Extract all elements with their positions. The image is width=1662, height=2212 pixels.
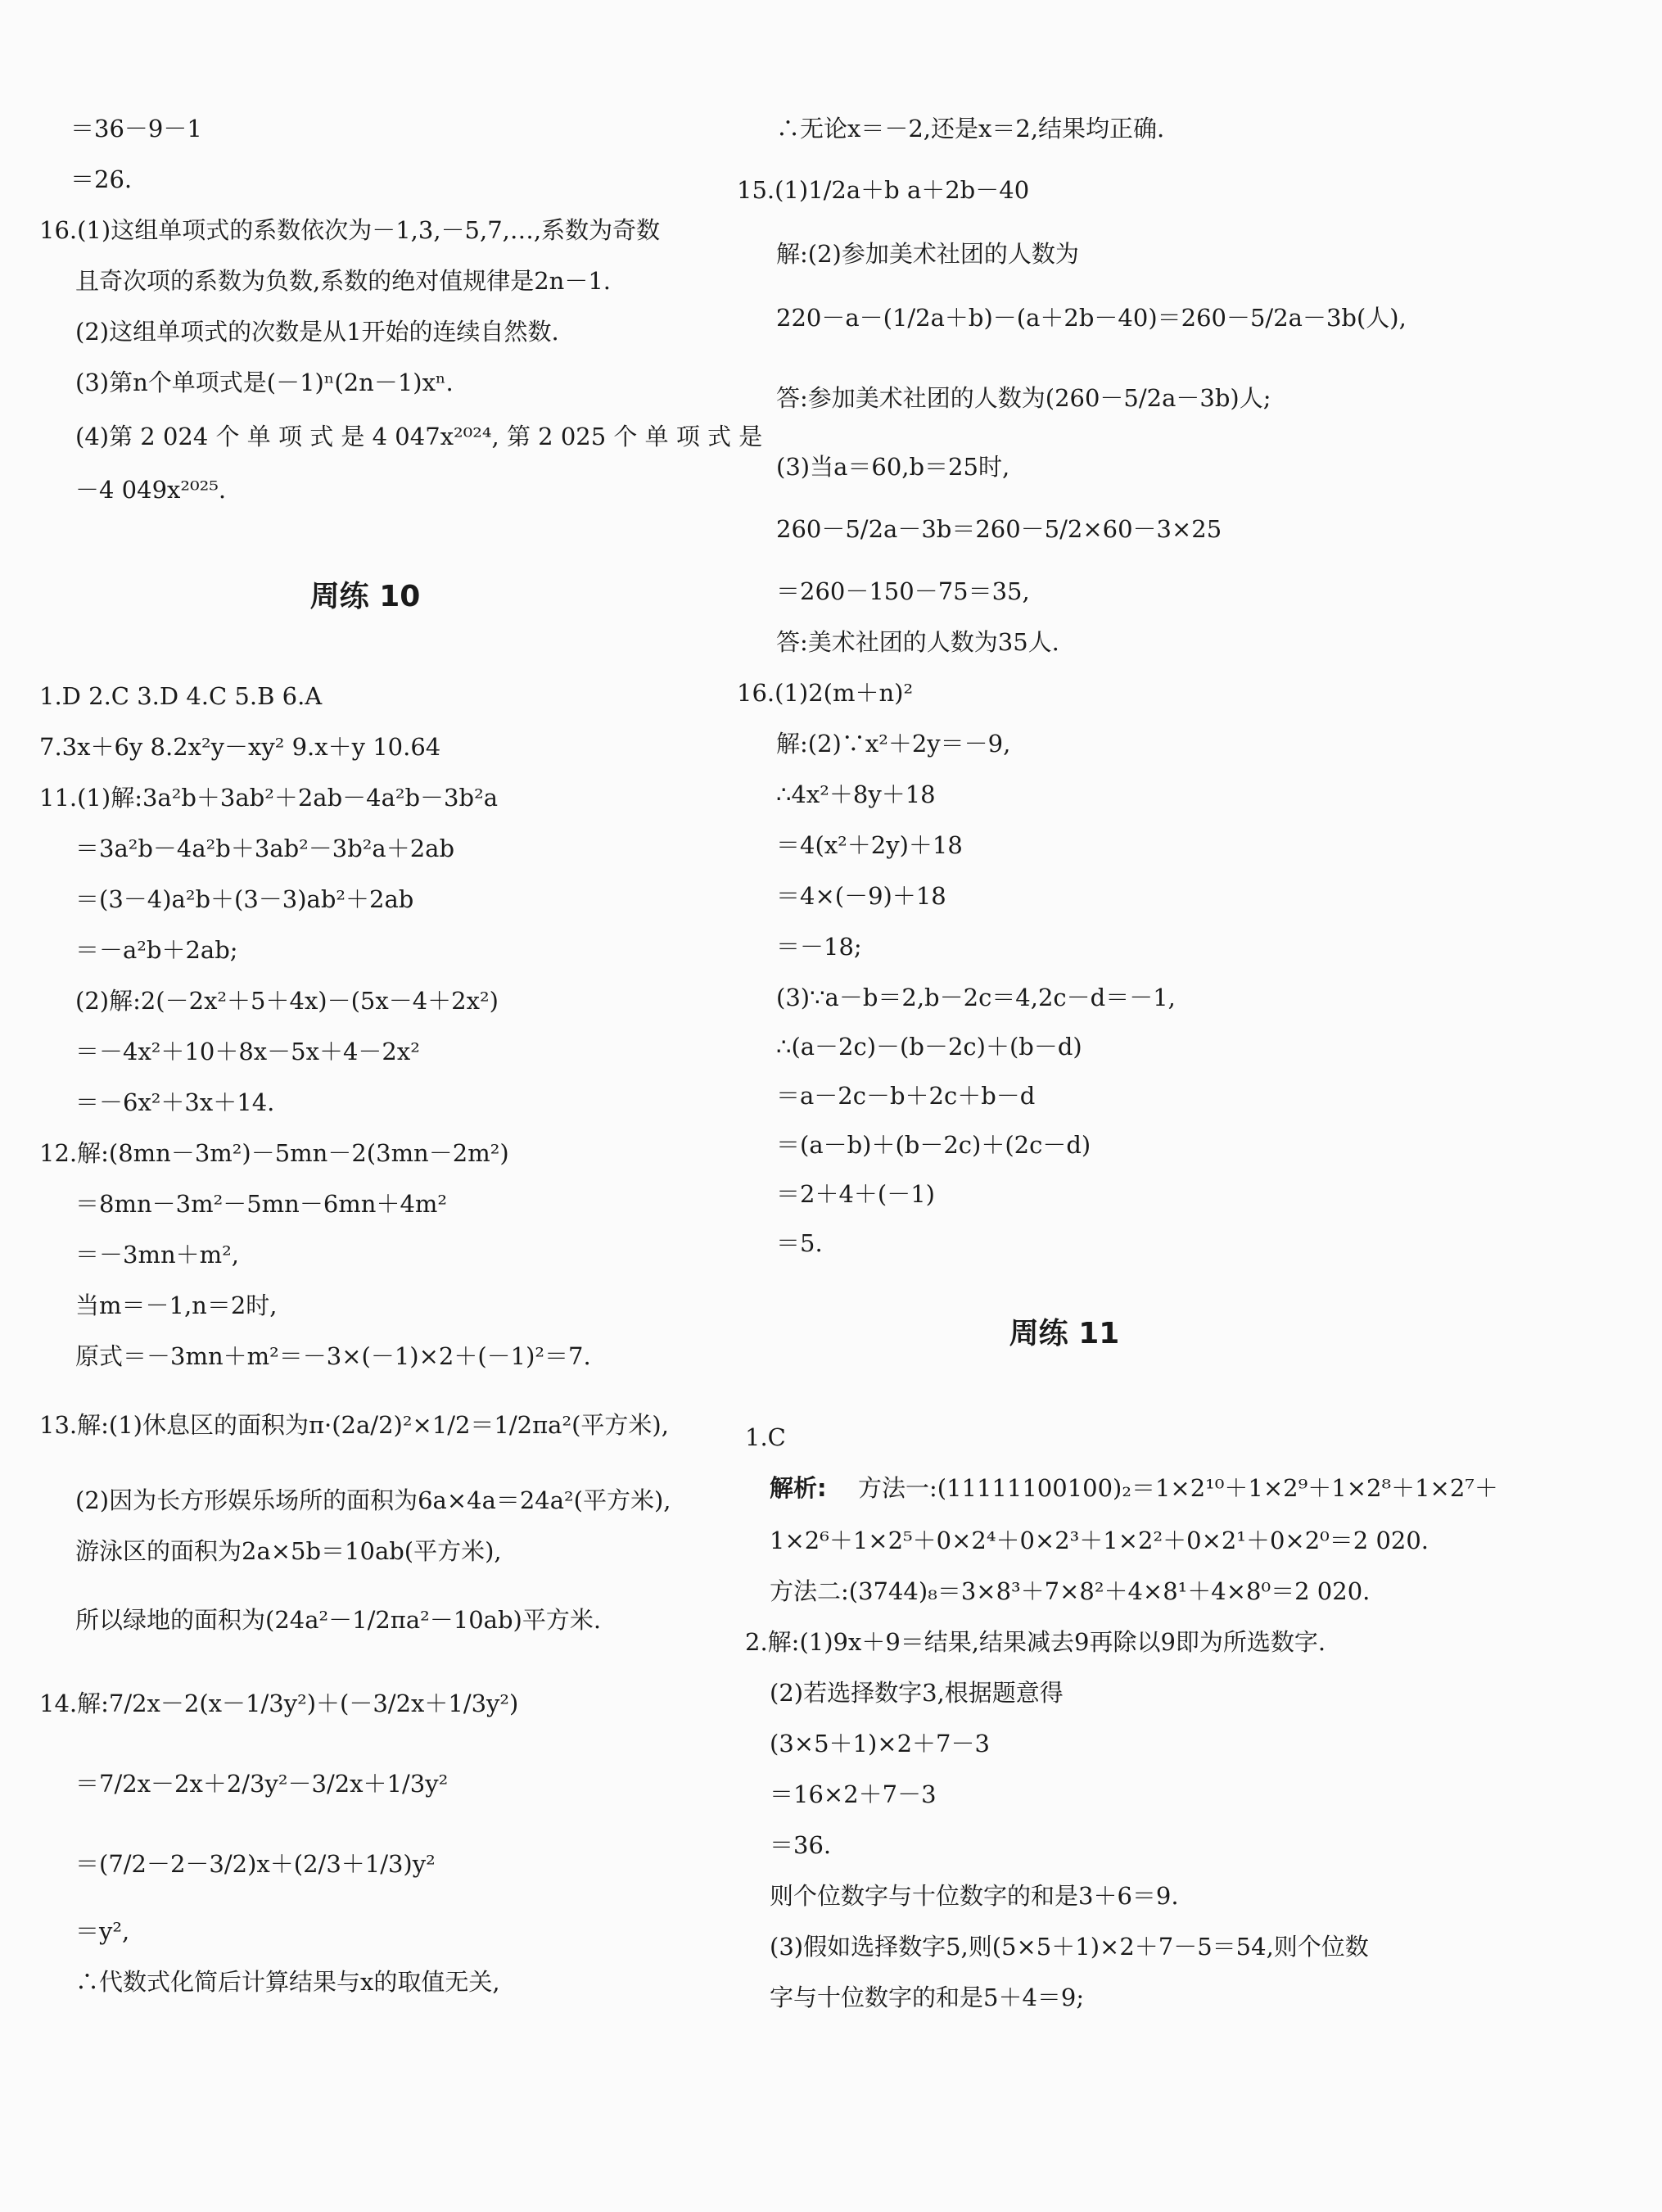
answer-line: (2)解:2(－2x²＋5＋4x)－(5x－4＋2x²) (75, 987, 499, 1015)
answer-line: 2.解:(1)9x＋9＝结果,结果减去9再除以9即为所选数字. (745, 1628, 1326, 1656)
answer-line: ＝－a²b＋2ab; (75, 936, 238, 964)
answer-line: (3)假如选择数字5,则(5×5＋1)×2＋7－5＝54,则个位数 (770, 1933, 1369, 1961)
text-line: 解:(2)参加美术社团的人数为 (776, 240, 1079, 268)
text-line: ＝4×(－9)＋18 (776, 882, 946, 910)
answer-line: 13.解:(1)休息区的面积为π·(2a/2)²×1/2＝1/2πa²(平方米), (39, 1411, 669, 1439)
text-line: 且奇次项的系数为负数,系数的绝对值规律是2n－1. (75, 267, 612, 295)
answer-line: 11.(1)解:3a²b＋3ab²＋2ab－4a²b－3b²a (39, 784, 498, 812)
answer-line: ＝－3mn＋m², (75, 1241, 239, 1269)
text-line: 260－5/2a－3b＝260－5/2×60－3×25 (776, 515, 1222, 543)
answer-line: (3×5＋1)×2＋7－3 (770, 1730, 990, 1757)
text-line: ＝260－150－75＝35, (776, 577, 1030, 605)
text-line: ＝36－9－1 (70, 115, 202, 142)
text-line: 答:美术社团的人数为35人. (776, 628, 1059, 656)
answer-line: ＝8mn－3m²－5mn－6mn＋4m² (75, 1190, 448, 1218)
text-line: 解:(2)∵x²＋2y＝－9, (776, 730, 1011, 758)
answer-line: 则个位数字与十位数字的和是3＋6＝9. (770, 1882, 1179, 1910)
answer-line: ＝16×2＋7－3 (770, 1780, 937, 1808)
text-line: 16.(1)这组单项式的系数依次为－1,3,－5,7,…,系数为奇数 (39, 216, 661, 244)
answer-line: 14.解:7/2x－2(x－1/3y²)＋(－3/2x＋1/3y²) (39, 1690, 519, 1717)
analysis-label: 解析: (770, 1474, 827, 1502)
answer-line: (2)若选择数字3,根据题意得 (770, 1679, 1064, 1707)
section-title: 周练 10 (309, 580, 421, 613)
answer-line: 7.3x＋6y 8.2x²y－xy² 9.x＋y 10.64 (39, 733, 441, 761)
text-line: ＝(a－b)＋(b－2c)＋(2c－d) (776, 1131, 1091, 1159)
text-line: 15.(1)1/2a＋b a＋2b－40 (737, 176, 1030, 204)
answer-line: 1.C (745, 1423, 786, 1451)
answer-line: 1×2⁶＋1×2⁵＋0×2⁴＋0×2³＋1×2²＋0×2¹＋0×2⁰＝2 020. (770, 1527, 1429, 1554)
answer-line: ＝3a²b－4a²b＋3ab²－3b²a＋2ab (75, 835, 455, 862)
text-line: ＝－18; (776, 933, 862, 961)
answer-line: 12.解:(8mn－3m²)－5mn－2(3mn－2m²) (39, 1139, 509, 1167)
answer-line: ＝7/2x－2x＋2/3y²－3/2x＋1/3y² (75, 1770, 449, 1798)
answer-line: 所以绿地的面积为(24a²－1/2πa²－10ab)平方米. (75, 1606, 602, 1634)
answer-line: 方法一:(11111100100)₂＝1×2¹⁰＋1×2⁹＋1×2⁸＋1×2⁷＋ (858, 1474, 1498, 1502)
text-line: 220－a－(1/2a＋b)－(a＋2b－40)＝260－5/2a－3b(人), (776, 304, 1407, 332)
text-line: 16.(1)2(m＋n)² (737, 679, 914, 707)
text-line: 答:参加美术社团的人数为(260－5/2a－3b)人; (776, 384, 1271, 412)
answer-line: ＝36. (770, 1831, 832, 1859)
answer-line: ∴代数式化简后计算结果与x的取值无关, (75, 1968, 500, 1996)
text-line: ＝26. (70, 165, 133, 193)
text-line: (4)第 2 024 个 单 项 式 是 4 047x²⁰²⁴, 第 2 025 个 单 项 式 是 (75, 423, 763, 450)
answer-line: 1.D 2.C 3.D 4.C 5.B 6.A (39, 682, 323, 710)
answer-line: 字与十位数字的和是5＋4＝9; (770, 1984, 1085, 2011)
text-line: (2)这组单项式的次数是从1开始的连续自然数. (75, 318, 559, 346)
text-line: (3)当a＝60,b＝25时, (776, 453, 1010, 481)
text-line: －4 049x²⁰²⁵. (75, 476, 227, 504)
text-line: ∴(a－2c)－(b－2c)＋(b－d) (776, 1033, 1082, 1061)
answer-line: (2)因为长方形娱乐场所的面积为6a×4a＝24a²(平方米), (75, 1486, 671, 1514)
answer-line: 方法二:(3744)₈＝3×8³＋7×8²＋4×8¹＋4×8⁰＝2 020. (770, 1577, 1371, 1605)
text-line: ＝a－2c－b＋2c＋b－d (776, 1082, 1036, 1110)
text-line: ＝4(x²＋2y)＋18 (776, 831, 963, 859)
text-line: (3)第n个单项式是(－1)ⁿ(2n－1)xⁿ. (75, 369, 454, 396)
text-line: ＝2＋4＋(－1) (776, 1180, 935, 1208)
section-title: 周练 11 (1009, 1317, 1120, 1350)
text-line: ∴无论x＝－2,还是x＝2,结果均正确. (776, 115, 1165, 142)
answer-line: 游泳区的面积为2a×5b＝10ab(平方米), (75, 1537, 502, 1565)
answer-line: ＝(7/2－2－3/2)x＋(2/3＋1/3)y² (75, 1850, 436, 1878)
answer-line: ＝(3－4)a²b＋(3－3)ab²＋2ab (75, 885, 414, 913)
answer-line: 原式＝－3mn＋m²＝－3×(－1)×2＋(－1)²＝7. (75, 1342, 591, 1370)
answer-line: 当m＝－1,n＝2时, (75, 1291, 278, 1319)
answer-line: ＝－4x²＋10＋8x－5x＋4－2x² (75, 1038, 420, 1065)
text-line: ＝5. (776, 1229, 823, 1257)
answer-line: ＝y², (75, 1917, 130, 1945)
text-line: (3)∵a－b＝2,b－2c＝4,2c－d＝－1, (776, 984, 1176, 1011)
answer-line: ＝－6x²＋3x＋14. (75, 1088, 275, 1116)
text-line: ∴4x²＋8y＋18 (776, 780, 936, 808)
